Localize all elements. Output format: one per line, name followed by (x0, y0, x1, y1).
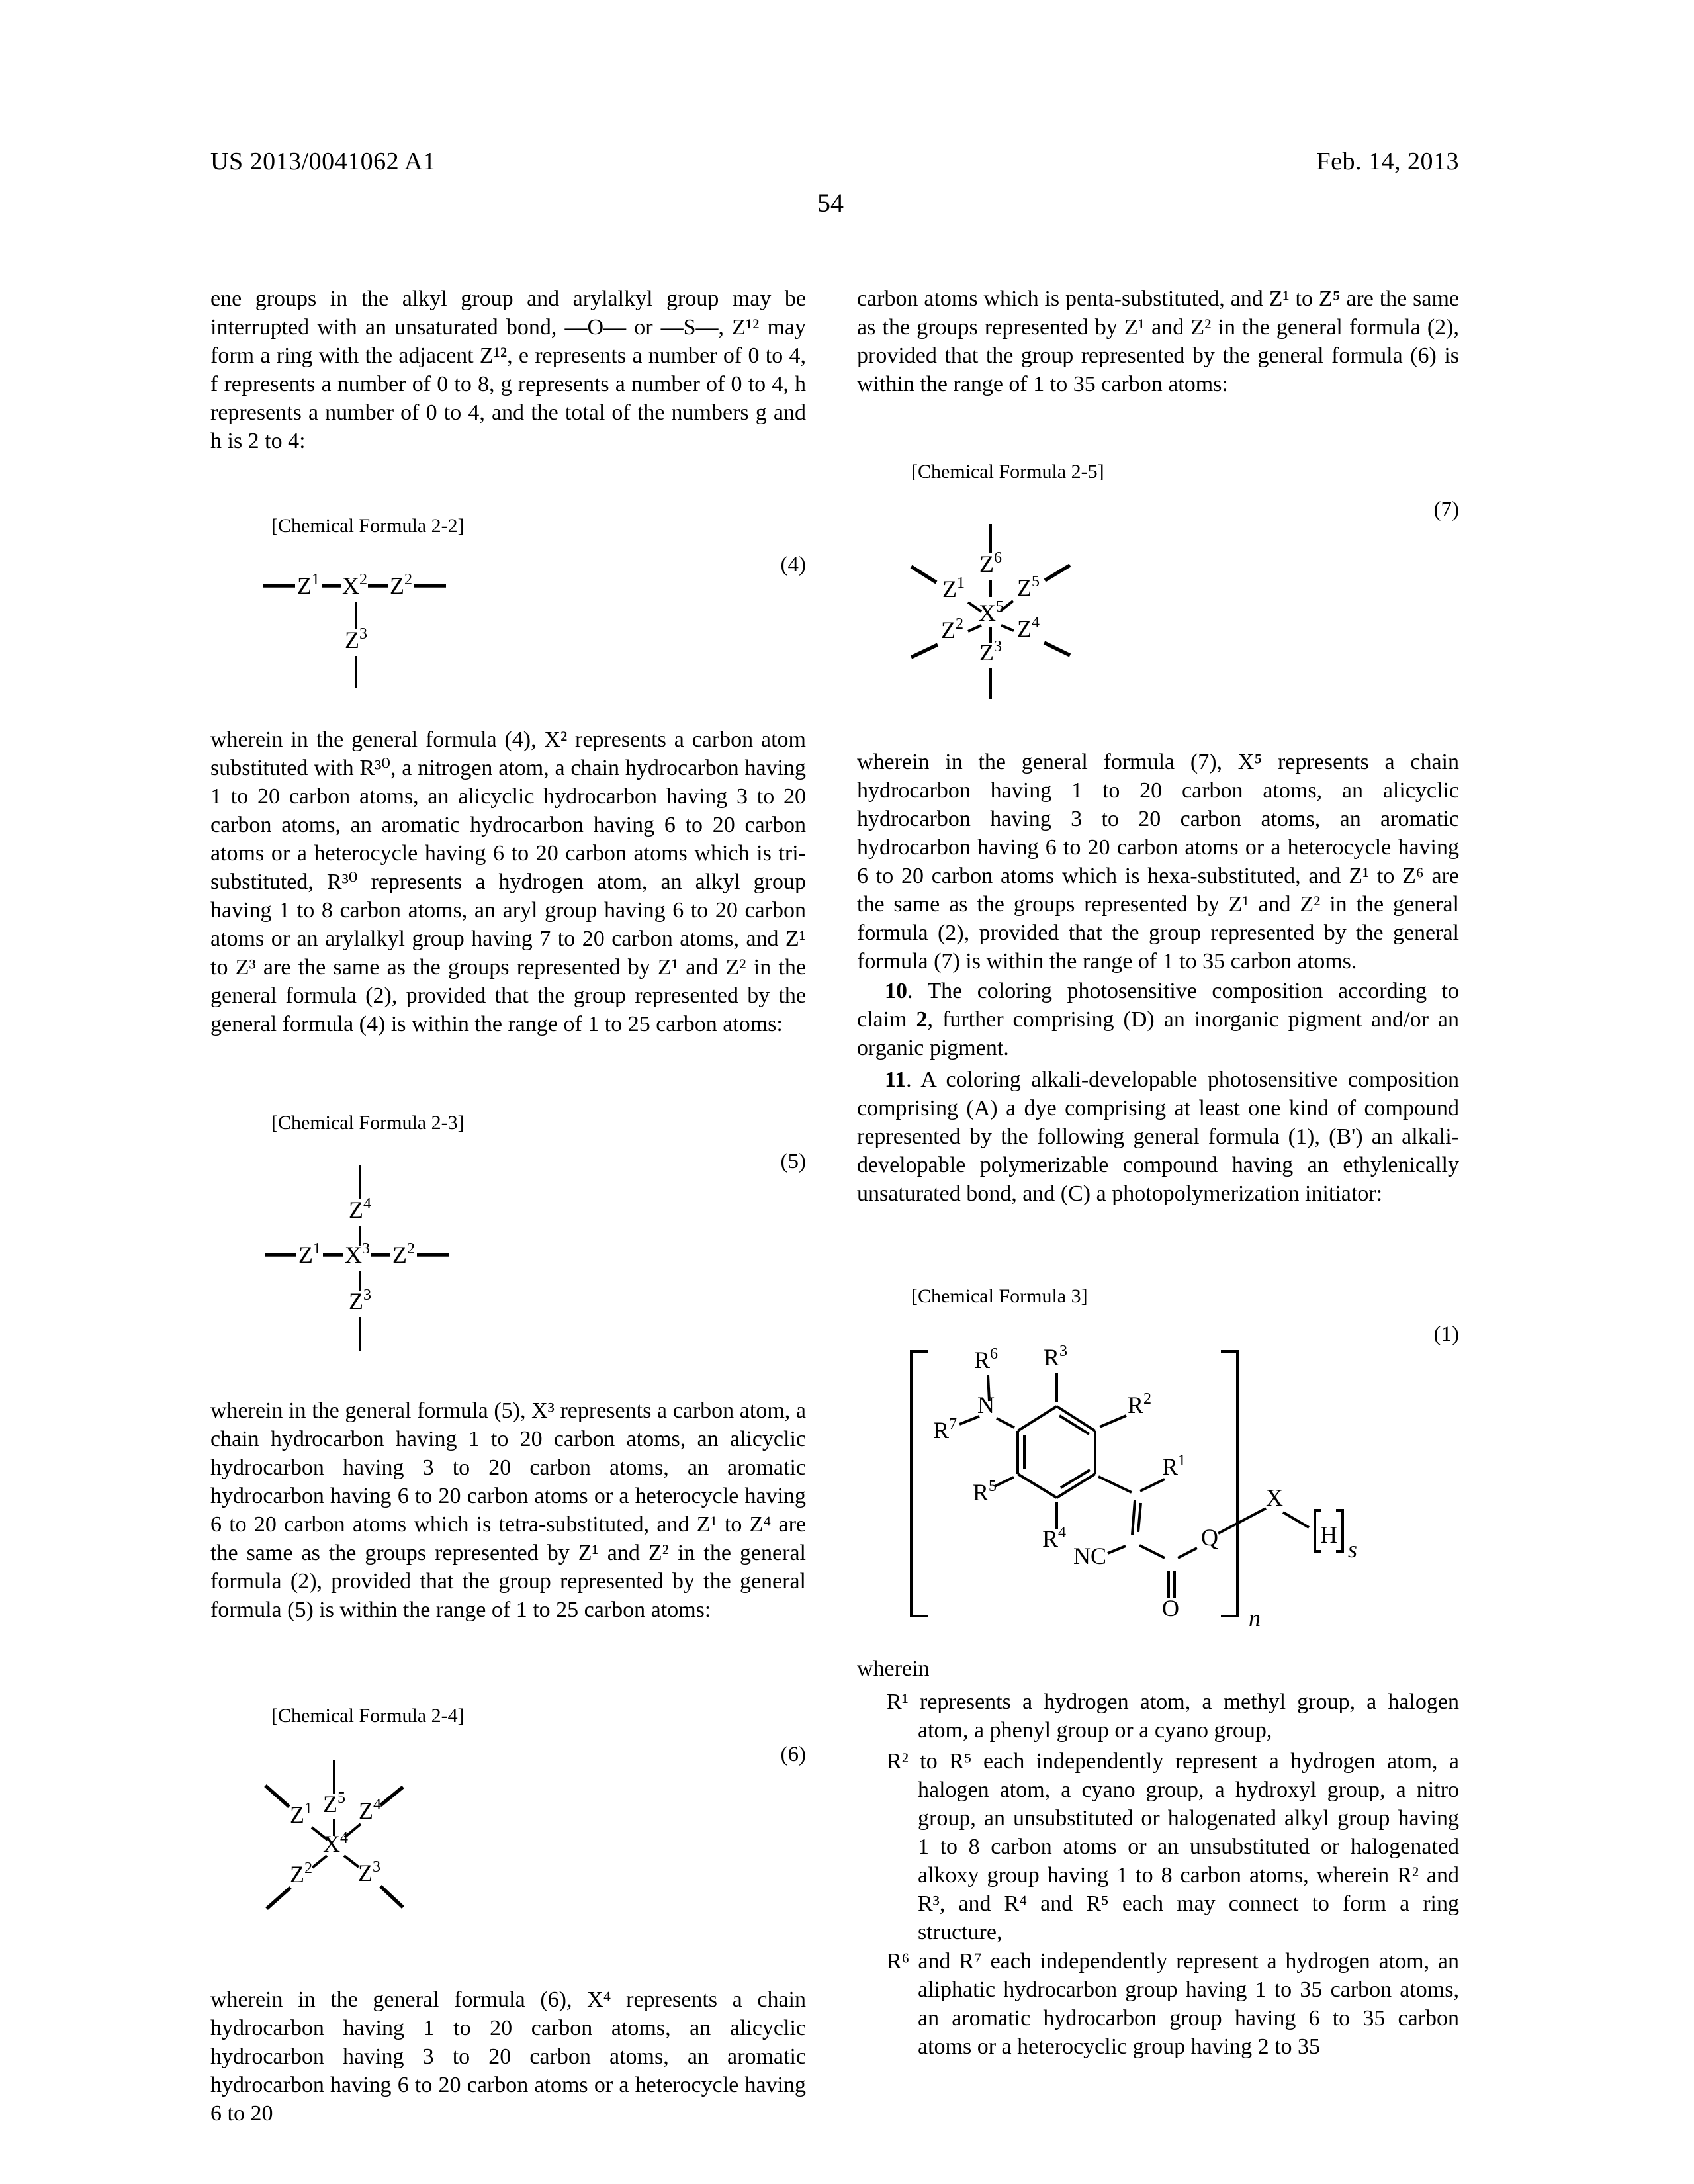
atom-z6: $Z^6$ (979, 549, 1002, 577)
claim-10-ref-number: 2 (916, 1007, 928, 1032)
atom-z2: $Z^2$ (941, 615, 963, 643)
formula-5-number: (5) (780, 1150, 806, 1173)
atom-z3: $Z^3$ (979, 638, 1002, 666)
atom-z4: $Z^4$ (349, 1195, 371, 1223)
paragraph-formula-6-definition: wherein in the general formula (6), X⁴ represents a chain hydrocarbon having 1 to 20 carbon atoms, an alicyclic hydrocarbon having 3 to 20 carbon atoms, an aromatic hydrocarbon having 6 to 20 carbon atoms or a heterocycle having 6 to 20 (210, 1987, 806, 2126)
claim-10-number: 10 (885, 979, 907, 1003)
claim-10 (857, 977, 1459, 1062)
subscript-n: n (1249, 1605, 1261, 1631)
formula-2-2-label: [Chemical Formula 2-2] (271, 515, 465, 537)
atom-x4: $X^4$ (323, 1829, 348, 1857)
claim-10-text-2: , further comprising (D) an inorganic pigment and/or an organic pigment. (857, 1007, 1459, 1060)
right-bracket (1221, 1351, 1237, 1616)
atom-z1: $Z^1$ (298, 1240, 321, 1268)
publication-number: US 2013/0041062 A1 (210, 148, 436, 175)
formula-2-3-label: [Chemical Formula 2-3] (271, 1112, 465, 1134)
claim-10-text-1: . The coloring photosensitive composition according to claim (857, 979, 1459, 1032)
atom-z5: $Z^5$ (323, 1790, 345, 1817)
atom-x2: $X^2$ (342, 571, 367, 599)
formula-1-number: (1) (1433, 1322, 1459, 1346)
atom-r7: $R^7$ (932, 1416, 958, 1443)
chemical-structure-formula-1 (887, 1320, 1363, 1631)
atom-z3: $Z^3$ (349, 1287, 371, 1314)
atom-z2: $Z^2$ (392, 1240, 415, 1268)
atom-z5: $Z^5$ (1017, 573, 1040, 601)
definition-r2-r5: R² to R⁵ each independently represent a hydrogen atom, a halogen atom, a cyano group, a hydroxyl group, a nitro group, an unsubstituted or halogenated alkyl group having 1 to 8 carbon atoms or an unsubstituted or halogenated alkoxy group having 1 to 8 carbon atoms, wherein R² and R³, and R⁴ and R⁵ each may connect to form a ring structure, (887, 1749, 1459, 1944)
subscript-s: s (1348, 1536, 1358, 1563)
chemical-structure-formula-7 (909, 523, 1074, 702)
atom-z3: $Z^3$ (345, 625, 367, 653)
formula-4-number: (4) (780, 553, 806, 576)
atom-r1: $R^1$ (1161, 1452, 1186, 1480)
atom-z4: $Z^4$ (359, 1796, 381, 1824)
atom-z1: $Z^1$ (290, 1800, 312, 1828)
paragraph-formula-7-definition: wherein in the general formula (7), X⁵ represents a chain hydrocarbon having 1 to 20 carbon atoms, an alicyclic hydrocarbon having 3 to 20 carbon atoms, an aromatic hydrocarbon having 6 to 20 carbon atoms or a heterocycle having 6 to 20 carbon atoms which is hexa-substituted, and Z¹ to Z⁶ are the same as the groups represented by Z¹ and Z² in the general formula (2), provided that the group represented by the general formula (7) is within the range of 1 to 35 carbon atoms. (857, 750, 1459, 974)
paragraph-continuation: ene groups in the alkyl group and arylalkyl group may be interrupted with an unsaturated bond, —O— or —S—, Z¹² may form a ring with the adjacent Z¹², e represents a number of 0 to 4, f represents a number of 0 to 8, g represents a number of 0 to 4, h represents a number of 0 to 4, and the total of the numbers g and h is 2 to 4: (210, 287, 806, 453)
atom-r6: $R^6$ (973, 1345, 999, 1373)
atom-n: N (977, 1392, 995, 1418)
page-number: 54 (817, 188, 844, 218)
atom-z1: $Z^1$ (297, 571, 320, 599)
atom-r3: $R^3$ (1043, 1343, 1068, 1371)
atom-z3: $Z^3$ (358, 1858, 380, 1886)
chemical-structure-formula-4 (258, 566, 457, 692)
atom-h: H (1320, 1522, 1337, 1548)
atom-x5: $X^5$ (979, 598, 1004, 626)
formula-3-label: [Chemical Formula 3] (911, 1285, 1088, 1307)
definition-r1: R¹ represents a hydrogen atom, a methyl group, a halogen atom, a phenyl group or a cyano group, (887, 1690, 1459, 1743)
atom-r4: $R^4$ (1042, 1524, 1067, 1552)
atom-r2: $R^2$ (1127, 1390, 1152, 1418)
chemical-structure-formula-6 (261, 1759, 407, 1911)
atom-r5: $R^5$ (972, 1478, 997, 1506)
atom-z1: $Z^1$ (942, 574, 965, 602)
publication-date: Feb. 14, 2013 (1316, 148, 1459, 175)
left-bracket (911, 1351, 928, 1616)
atom-x3: $X^3$ (345, 1240, 370, 1268)
claim-11-number: 11 (885, 1068, 907, 1092)
definition-r6-r7: R⁶ and R⁷ each independently represent a hydrogen atom, an aliphatic hydrocarbon group having 1 to 35 carbon atoms, an aromatic hydrocarbon group having 6 to 35 carbon atoms or a heterocyclic group having 2 to 35 (887, 1949, 1459, 2059)
formula-7-number: (7) (1433, 498, 1459, 522)
atom-q: Q (1201, 1524, 1218, 1551)
paragraph-formula-6-continuation: carbon atoms which is penta-substituted, and Z¹ to Z⁵ are the same as the groups represented by Z¹ and Z² in the general formula (2), provided that the group represented by the general formula (6) is within the range of 1 to 35 carbon atoms: (857, 287, 1459, 396)
atom-nc: NC (1073, 1543, 1107, 1569)
atom-x: X (1266, 1484, 1283, 1511)
claim-11 (857, 1066, 1459, 1208)
atom-z2: $Z^2$ (290, 1860, 312, 1888)
formula-2-4-label: [Chemical Formula 2-4] (271, 1705, 465, 1727)
atom-o: O (1162, 1595, 1179, 1621)
claim-11-text: . A coloring alkali-developable photosensitive composition comprising (A) a dye comprising at least one kind of compound represented by the following general formula (1), (B') an alkali-developable polymerizable compound having an ethylenically unsaturated bond, and (C) a photopolymerization initiator: (857, 1068, 1459, 1206)
chemical-structure-formula-5 (258, 1162, 457, 1354)
atom-z2: $Z^2$ (390, 571, 412, 599)
formula-2-5-label: [Chemical Formula 2-5] (911, 461, 1104, 482)
paragraph-formula-4-definition: wherein in the general formula (4), X² represents a carbon atom substituted with R³⁰, a nitrogen atom, a chain hydrocarbon having 1 to 20 carbon atoms, an alicyclic hydrocarbon having 3 to 20 carbon atoms, an aromatic hydrocarbon having 6 to 20 carbon atoms or a heterocycle having 6 to 20 carbon atoms which is tri-substituted, R³⁰ represents a hydrogen atom, an alkyl group having 1 to 8 carbon atoms, an aryl group having 6 to 20 carbon atoms or an arylalkyl group having 7 to 20 carbon atoms, and Z¹ to Z³ are the same as the groups represented by Z¹ and Z² in the general formula (2), provided that the group represented by the general formula (4) is within the range of 1 to 25 carbon atoms: (210, 727, 806, 1036)
formula-6-number: (6) (780, 1743, 806, 1766)
atom-z4: $Z^4$ (1017, 614, 1040, 642)
paragraph-formula-5-definition: wherein in the general formula (5), X³ represents a carbon atom, a chain hydrocarbon having 1 to 20 carbon atoms, an alicyclic hydrocarbon having 3 to 20 carbon atoms, an aromatic hydrocarbon having 6 to 20 carbon atoms or a heterocycle having 6 to 20 carbon atoms which is tetra-substituted, and Z¹ to Z⁴ are the same as the groups represented by Z¹ and Z² in the general formula (2), provided that the group represented by the general formula (5) is within the range of 1 to 25 carbon atoms: (210, 1398, 806, 1622)
wherein-label: wherein (857, 1657, 930, 1681)
